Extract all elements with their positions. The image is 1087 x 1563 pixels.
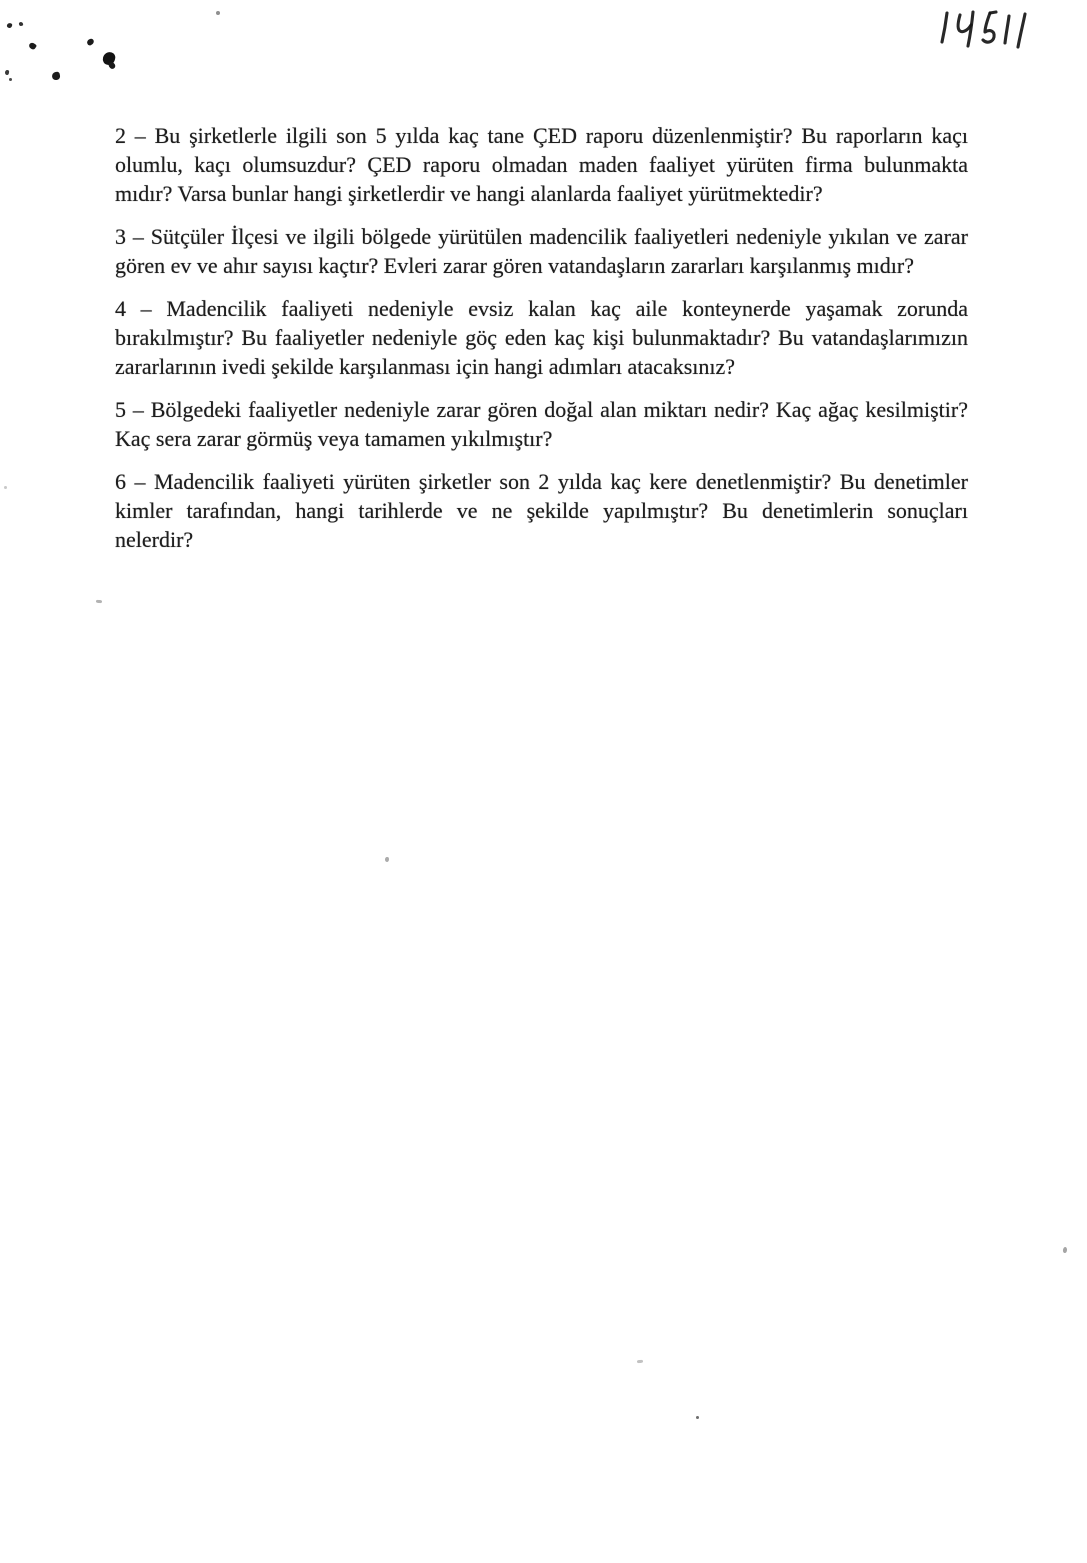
ink-speck — [108, 61, 117, 70]
ink-speck — [385, 857, 389, 862]
text-line: Kaç sera zarar görmüş veya tamamen yıkılmıştır? — [115, 426, 553, 451]
digit-1 — [942, 13, 947, 42]
ink-speck — [637, 1360, 643, 1364]
text-line: 5 – Bölgedeki faaliyetler nedeniyle zarar gören doğal alan miktarı nedir? Kaç ağaç kesilmiştir? — [115, 397, 968, 422]
digit-5-top — [990, 12, 996, 13]
handwritten-page-number — [936, 4, 1041, 50]
ink-speck — [19, 22, 24, 27]
question-list — [115, 121, 968, 568]
text-line: mıdır? Varsa bunlar hangi şirketlerdir ve hangi alanlarda faaliyet yürütmektedir? — [115, 181, 823, 206]
text-line: gören ev ve ahır sayısı kaçtır? Evleri zarar gören vatandaşların zararları karşılanmış mıdır? — [115, 253, 914, 278]
text-line: 3 – Sütçüler İlçesi ve ilgili bölgede yürütülen madencilik faaliyetleri nedeniyle yıkılan ve zarar — [115, 224, 968, 249]
digit-1b — [1005, 16, 1009, 43]
ink-speck — [696, 1416, 699, 1419]
text-line: olumlu, kaçı olumsuzdur? ÇED raporu olmadan maden faaliyet yürüten firma bulunmakta — [115, 152, 968, 177]
ink-speck — [102, 51, 117, 67]
ink-speck — [6, 22, 12, 28]
digit-1c — [1018, 14, 1025, 47]
question-5 — [115, 395, 968, 453]
text-line: 4 – Madencilik faaliyeti nedeniyle evsiz kalan kaç aile konteynerde yaşamak zorunda — [115, 296, 968, 321]
ink-speck — [9, 78, 12, 81]
ink-speck — [216, 11, 220, 15]
question-3 — [115, 222, 968, 280]
ink-speck — [5, 70, 10, 76]
question-6 — [115, 467, 968, 554]
ink-speck — [96, 600, 102, 604]
ink-speck — [86, 38, 95, 46]
digit-5 — [983, 13, 994, 42]
text-line: zararlarının ivedi şekilde karşılanması için hangi adımları atacaksınız? — [115, 354, 736, 379]
text-line: kimler tarafından, hangi tarihlerde ve ne şekilde yapılmıştır? Bu denetimlerin sonuçları — [115, 498, 968, 523]
question-4 — [115, 294, 968, 381]
ink-speck — [51, 71, 60, 80]
text-line: 6 – Madencilik faaliyeti yürüten şirketler son 2 yılda kaç kere denetlenmiştir? Bu denetimler — [115, 469, 968, 494]
ink-speck — [4, 486, 7, 489]
text-line: nelerdir? — [115, 527, 194, 552]
ink-speck — [28, 42, 37, 51]
question-2 — [115, 121, 968, 208]
ink-speck — [1063, 1247, 1068, 1254]
text-line: 2 – Bu şirketlerle ilgili son 5 yılda kaç tane ÇED raporu düzenlenmiştir? Bu raporların kaçı — [115, 123, 968, 148]
digit-4 — [958, 15, 971, 32]
text-line: bırakılmıştır? Bu faaliyetler nedeniyle göç eden kaç kişi bulunmaktadır? Bu vatandaşlarımızın — [115, 325, 968, 350]
